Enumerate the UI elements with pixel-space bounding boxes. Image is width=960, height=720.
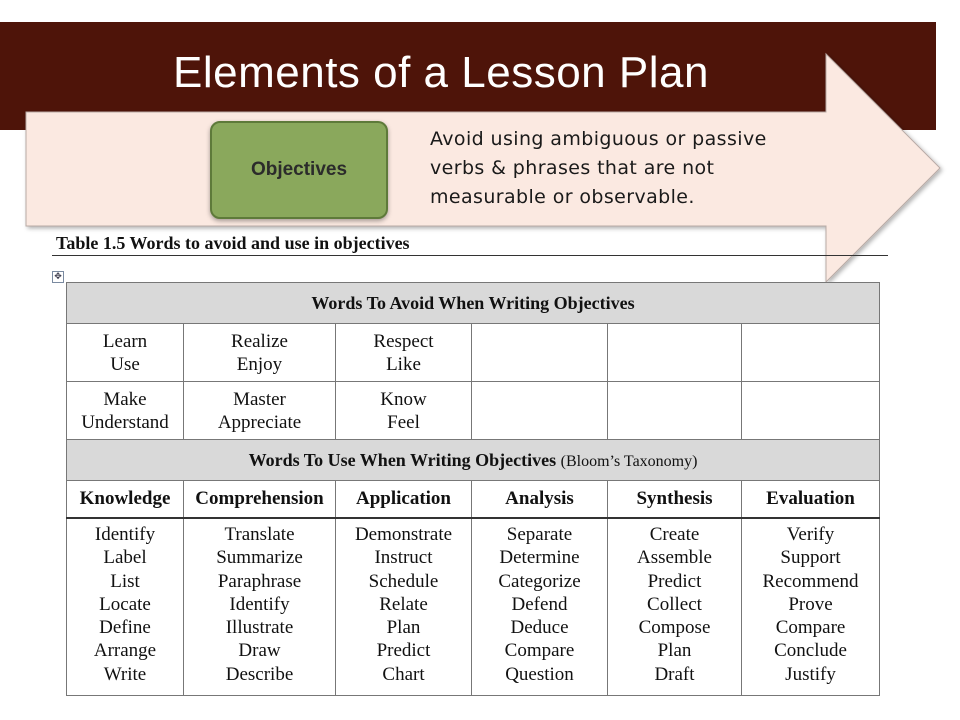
use-header-title: Words To Use When Writing Objectives: [248, 449, 557, 470]
column-header: Evaluation: [742, 481, 880, 519]
word: Predict: [376, 640, 431, 662]
objectives-button: Objectives: [210, 121, 388, 219]
word: Define: [99, 617, 151, 639]
word: Assemble: [637, 547, 712, 569]
word: Question: [505, 663, 574, 685]
word: Predict: [647, 570, 702, 592]
empty-cell: [608, 324, 742, 382]
word: Verify: [786, 524, 835, 545]
word: List: [110, 570, 140, 592]
use-header-note: (Bloom’s Taxonomy): [560, 452, 698, 470]
word: Locate: [99, 593, 151, 615]
word: Determine: [499, 547, 580, 569]
word: Compare: [775, 617, 846, 639]
objectives-words-table: [66, 282, 880, 696]
word: Feel: [387, 411, 420, 433]
empty-cell: [608, 382, 742, 440]
word: Arrange: [93, 640, 157, 662]
word: Deduce: [510, 617, 569, 639]
avoid-header: Words To Avoid When Writing Objectives: [67, 283, 880, 324]
avoid-cell: [184, 382, 336, 440]
word: Support: [780, 547, 841, 569]
avoid-row: [67, 324, 880, 382]
avoid-cell: [67, 324, 184, 382]
word: Justify: [785, 663, 836, 685]
word: Master: [233, 388, 286, 410]
word: Realize: [231, 330, 288, 352]
word: Prove: [788, 593, 833, 615]
avoid-row: [67, 382, 880, 440]
word: Recommend: [762, 570, 859, 592]
word: Instruct: [374, 547, 433, 569]
empty-cell: [472, 382, 608, 440]
word: Learn: [102, 330, 148, 352]
word: Understand: [81, 411, 169, 433]
word: Chart: [382, 663, 425, 685]
column-header: Synthesis: [608, 481, 742, 519]
word: Conclude: [774, 640, 847, 662]
empty-cell: [472, 324, 608, 382]
word: Describe: [225, 663, 294, 685]
word: Like: [386, 353, 421, 375]
avoid-cell: [336, 324, 472, 382]
word: Schedule: [368, 570, 439, 592]
word: Appreciate: [217, 411, 302, 433]
caption-divider: [52, 255, 888, 256]
word: Defend: [511, 593, 568, 615]
word: Plan: [386, 617, 421, 639]
word: Compose: [638, 617, 711, 639]
slide-title: Elements of a Lesson Plan: [173, 48, 709, 97]
word: Identify: [229, 593, 290, 615]
word: Collect: [647, 593, 702, 615]
word: Draw: [238, 640, 281, 662]
word: Summarize: [216, 547, 303, 569]
word: Write: [103, 663, 147, 685]
word-list: [608, 518, 742, 696]
word: Make: [103, 388, 147, 410]
column-header: Comprehension: [184, 481, 336, 519]
word: Illustrate: [225, 617, 294, 639]
avoid-cell: [336, 382, 472, 440]
empty-cell: [742, 324, 880, 382]
word: Respect: [373, 330, 434, 352]
word-list: [336, 518, 472, 696]
word: Identify: [94, 524, 156, 545]
note-text: [430, 125, 830, 212]
word: Demonstrate: [354, 524, 453, 545]
empty-cell: [742, 382, 880, 440]
word: Draft: [654, 663, 695, 685]
word: Compare: [504, 640, 575, 662]
word-list: [742, 518, 880, 696]
word-list: [472, 518, 608, 696]
avoid-cell: [67, 382, 184, 440]
avoid-cell: [184, 324, 336, 382]
column-header: Knowledge: [67, 481, 184, 519]
word: Enjoy: [236, 353, 283, 375]
word: Create: [649, 524, 700, 545]
word: Separate: [506, 524, 573, 545]
note-line: measurable or observable.: [430, 186, 695, 208]
note-line: verbs & phrases that are not: [430, 157, 715, 179]
word-list: [67, 518, 184, 696]
column-header: Analysis: [472, 481, 608, 519]
column-header: Application: [336, 481, 472, 519]
word-list: [184, 518, 336, 696]
note-line: Avoid using ambiguous or passive: [430, 128, 767, 150]
word: Use: [110, 353, 140, 375]
word: Relate: [379, 593, 428, 615]
table-caption: Table 1.5 Words to avoid and use in objectives: [56, 233, 410, 253]
table-move-handle-icon[interactable]: ✥: [52, 271, 64, 283]
word: Paraphrase: [217, 570, 302, 592]
word: Label: [103, 547, 147, 569]
use-words-row: [67, 518, 880, 696]
word: Categorize: [498, 570, 581, 592]
category-header-row: [67, 481, 880, 519]
word: Know: [380, 388, 427, 410]
word: Plan: [657, 640, 692, 662]
use-header: [67, 440, 880, 481]
word: Translate: [224, 524, 295, 545]
